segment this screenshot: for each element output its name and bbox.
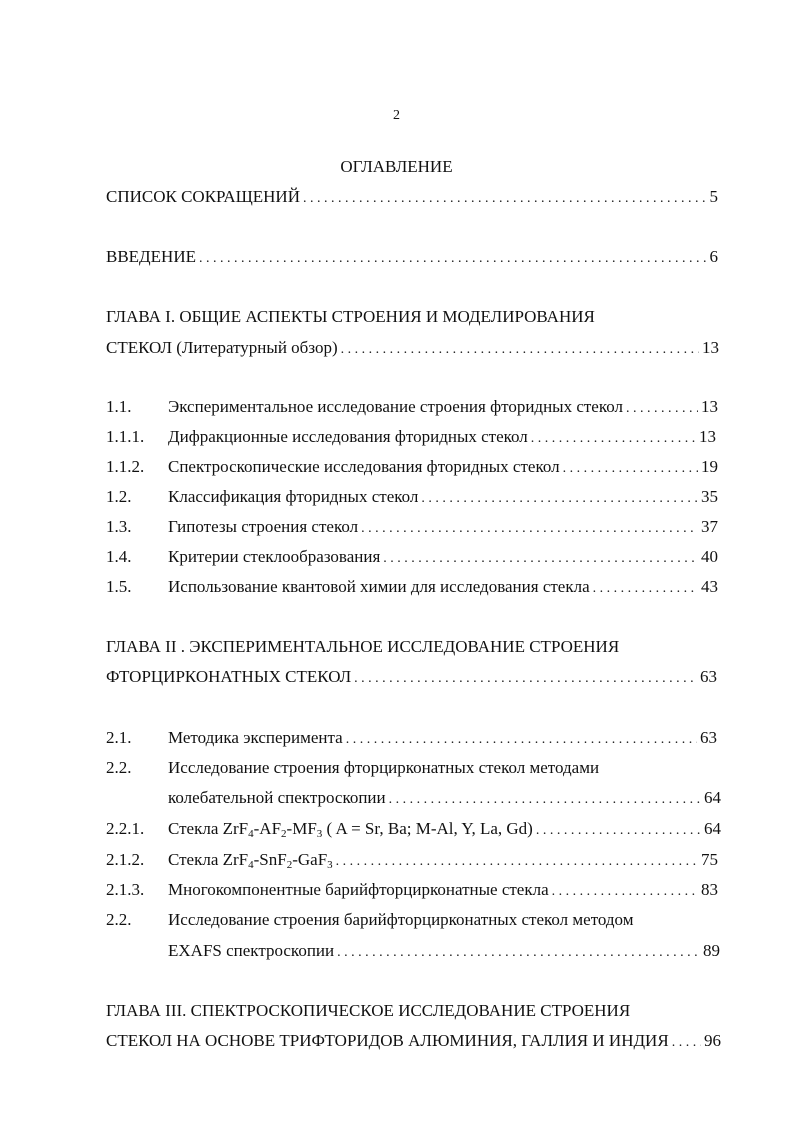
toc-entry-section bbox=[106, 487, 718, 509]
toc-entry-chapter-1 bbox=[106, 338, 719, 360]
dot-leader bbox=[626, 399, 698, 419]
section-number: 2.1.3. bbox=[106, 880, 145, 899]
toc-entry-page: 64 bbox=[704, 788, 721, 807]
dot-leader bbox=[531, 429, 696, 449]
toc-entry-title: СТЕКОЛ (Литературный обзор) bbox=[106, 338, 338, 357]
toc-entry-page: 43 bbox=[701, 577, 718, 596]
toc-entry-page: 63 bbox=[700, 728, 717, 747]
toc-entry-page: 5 bbox=[709, 187, 718, 206]
toc-entry-section-multiline bbox=[106, 758, 599, 778]
toc-entry-title: Спектроскопические исследования фторидных стекол bbox=[168, 457, 560, 476]
toc-entry-section bbox=[106, 577, 718, 599]
dot-leader bbox=[389, 790, 701, 810]
chapter-3-title-line1: ГЛАВА III. СПЕКТРОСКОПИЧЕСКОЕ ИССЛЕДОВАНИЕ СТРОЕНИЯ bbox=[106, 1001, 631, 1020]
toc-entry-continuation bbox=[168, 941, 720, 963]
toc-entry-page: 35 bbox=[701, 487, 718, 506]
toc-entry-page: 19 bbox=[701, 457, 718, 476]
toc-entry-section-multiline bbox=[106, 910, 634, 930]
section-number: 1.2. bbox=[106, 487, 132, 506]
toc-entry-page: 75 bbox=[701, 850, 718, 869]
section-number: 2.2. bbox=[106, 758, 132, 777]
toc-entry-introduction bbox=[106, 247, 718, 269]
section-number: 2.1.2. bbox=[106, 850, 145, 869]
dot-leader bbox=[672, 1033, 701, 1053]
toc-entry-title-line1: Исследование строения барийфторцирконатных стекол методом bbox=[168, 910, 634, 929]
toc-entry-page: 13 bbox=[701, 397, 718, 416]
toc-entry-title: СПИСОК СОКРАЩЕНИЙ bbox=[106, 187, 300, 206]
dot-leader bbox=[303, 189, 707, 209]
toc-entry-page: 13 bbox=[702, 338, 719, 357]
dot-leader bbox=[552, 882, 698, 902]
section-number: 2.2. bbox=[106, 910, 132, 929]
section-number: 1.1. bbox=[106, 397, 132, 416]
section-number: 1.1.1. bbox=[106, 427, 145, 446]
section-number: 1.5. bbox=[106, 577, 132, 596]
toc-entry-page: 6 bbox=[709, 247, 718, 266]
chapter-2-title-line1: ГЛАВА II . ЭКСПЕРИМЕНТАЛЬНОЕ ИССЛЕДОВАНИЕ СТРОЕНИЯ bbox=[106, 637, 620, 656]
toc-entry-section bbox=[106, 850, 718, 872]
toc-entry-title: Многокомпонентные барийфторцирконатные стекла bbox=[168, 880, 549, 899]
toc-entry-page: 63 bbox=[700, 667, 717, 686]
toc-entry-title-line2: колебательной спектроскопии bbox=[168, 788, 386, 807]
toc-entry-continuation bbox=[168, 788, 721, 810]
toc-entry-title-line2: EXAFS спектроскопии bbox=[168, 941, 335, 960]
dot-leader bbox=[336, 852, 698, 872]
toc-entry-section bbox=[106, 457, 718, 479]
dot-leader bbox=[361, 519, 698, 539]
toc-entry-title: Классификация фторидных стекол bbox=[168, 487, 419, 506]
dot-leader bbox=[337, 943, 700, 963]
toc-entry-chapter-2 bbox=[106, 667, 717, 689]
dot-leader bbox=[593, 579, 698, 599]
toc-entry-section bbox=[106, 397, 718, 419]
toc-entry-title: СТЕКОЛ НА ОСНОВЕ ТРИФТОРИДОВ АЛЮМИНИЯ, ГАЛЛИЯ И ИНДИЯ bbox=[106, 1031, 669, 1050]
toc-entry-page: 40 bbox=[701, 547, 718, 566]
dot-leader bbox=[383, 549, 698, 569]
toc-entry-title: Гипотезы строения стекол bbox=[168, 517, 359, 536]
toc-entry-title: Критерии стеклообразования bbox=[168, 547, 381, 566]
dot-leader bbox=[536, 821, 701, 841]
toc-entry-chapter-3 bbox=[106, 1031, 721, 1053]
toc-entry-abbreviations bbox=[106, 187, 718, 209]
toc-entry-title-line1: Исследование строения фторцирконатных стекол методами bbox=[168, 758, 600, 777]
toc-entry-page: 96 bbox=[704, 1031, 721, 1050]
dot-leader bbox=[563, 459, 698, 479]
section-number: 1.1.2. bbox=[106, 457, 145, 476]
toc-entry-section bbox=[106, 547, 718, 569]
toc-entry-title: Дифракционные исследования фторидных стекол bbox=[168, 427, 528, 446]
toc-entry-title: ВВЕДЕНИЕ bbox=[106, 247, 196, 266]
toc-entry-section bbox=[106, 728, 717, 750]
dot-leader bbox=[199, 249, 707, 269]
dot-leader bbox=[421, 489, 698, 509]
dot-leader bbox=[354, 669, 697, 689]
page-number: 2 bbox=[393, 108, 400, 123]
toc-entry-title: Экспериментальное исследование строения фторидных стекол bbox=[168, 397, 624, 416]
dot-leader bbox=[341, 340, 699, 360]
dot-leader bbox=[346, 730, 697, 750]
section-number: 2.1. bbox=[106, 728, 132, 747]
toc-heading: ОГЛАВЛЕНИЕ bbox=[340, 157, 453, 176]
toc-entry-formula-title: Стекла ZrF$_4$-SnF$_2$-GaF$_3$ bbox=[168, 850, 333, 871]
toc-entry-title: Использование квантовой химии для исследования стекла bbox=[168, 577, 590, 596]
toc-entry-section bbox=[106, 880, 718, 902]
toc-entry-title: Методика эксперимента bbox=[168, 728, 343, 747]
toc-entry-page: 83 bbox=[701, 880, 718, 899]
toc-entry-page: 37 bbox=[701, 517, 718, 536]
section-number: 1.3. bbox=[106, 517, 132, 536]
toc-entry-formula-title: Стекла $ZrF_4-AF_2-MF_3$ ( A = Sr, Ba; M-Al, Y, La, Gd) bbox=[168, 819, 533, 840]
toc-entry-page: 13 bbox=[699, 427, 716, 446]
toc-entry-section bbox=[106, 517, 718, 539]
section-number: 2.2.1. bbox=[106, 819, 145, 838]
toc-entry-page: 89 bbox=[703, 941, 720, 960]
toc-entry-title: ФТОРЦИРКОНАТНЫХ СТЕКОЛ bbox=[106, 667, 352, 686]
section-number: 1.4. bbox=[106, 547, 132, 566]
chapter-1-title-line1: ГЛАВА I. ОБЩИЕ АСПЕКТЫ СТРОЕНИЯ И МОДЕЛИРОВАНИЯ bbox=[106, 307, 595, 326]
toc-entry-section bbox=[106, 427, 716, 449]
toc-entry-page: 64 bbox=[704, 819, 721, 838]
toc-entry-section bbox=[106, 819, 721, 841]
